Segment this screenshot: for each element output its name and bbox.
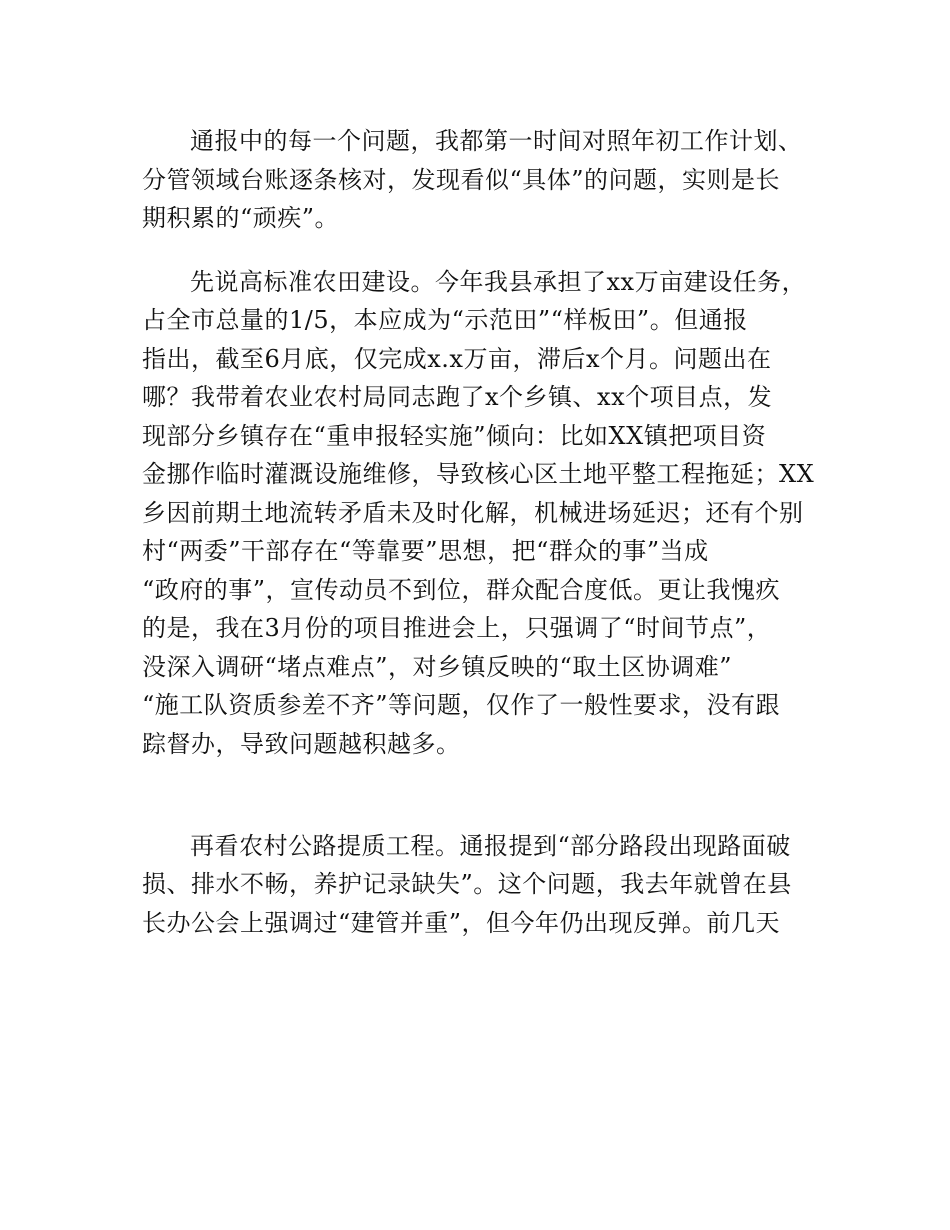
text-line: 指出，截至6月底，仅完成x.x万亩，滞后x个月。问题出在 xyxy=(142,344,772,373)
text-line: 没深入调研“堵点难点”，对乡镇反映的“取土区协调难” xyxy=(142,652,733,681)
text-line: 哪？我带着农业农村局同志跑了x个乡镇、xx个项目点，发 xyxy=(142,383,773,411)
text-line: 损、排水不畅，养护记录缺失”。这个问题，我去年就曾在县 xyxy=(142,870,792,898)
text-line: 分管领域台账逐条核对，发现看似“具体”的问题，实则是长 xyxy=(142,165,781,194)
text-line: 踪督办，导致问题越积越多。 xyxy=(142,729,461,758)
text-line: 占全市总量的1/5，本应成为“示范田”“样板田”。但通报 xyxy=(142,306,748,334)
text-line: 通报中的每一个问题，我都第一时间对照年初工作计划、 xyxy=(190,127,803,155)
text-line: 金挪作临时灌溉设施维修，导致核心区土地平整工程拖延；XX xyxy=(142,460,815,488)
text-line: 乡因前期土地流转矛盾未及时化解，机械进场延迟；还有个别 xyxy=(142,498,804,527)
text-line: 村“两委”干部存在“等靠要”思想，把“群众的事”当成 xyxy=(142,537,709,565)
paragraph-3 xyxy=(142,827,814,943)
paragraph-1 xyxy=(142,122,814,238)
text-line xyxy=(142,763,814,802)
text-line: “政府的事”，宣传动员不到位，群众配合度低。更让我愧疚 xyxy=(142,575,781,604)
text-line: 现部分乡镇存在“重申报轻实施”倾向：比如XX镇把项目资 xyxy=(142,421,767,450)
text-line: 期积累的“顽疾”。 xyxy=(142,204,340,232)
text-line: 长办公会上强调过“建管并重”，但今年仍出现反弹。前几天 xyxy=(142,908,781,937)
document-body xyxy=(142,122,814,967)
text-line: “施工队资质参差不齐”等问题，仅作了一般性要求，没有跟 xyxy=(142,691,781,719)
text-line: 先说高标准农田建设。今年我县承担了xx万亩建设任务， xyxy=(190,267,807,296)
paragraph-2 xyxy=(142,263,814,802)
text-line: 的是，我在3月份的项目推进会上，只强调了“时间节点”， xyxy=(142,614,772,642)
text-line: 再看农村公路提质工程。通报提到“部分路段出现路面破 xyxy=(190,831,791,860)
